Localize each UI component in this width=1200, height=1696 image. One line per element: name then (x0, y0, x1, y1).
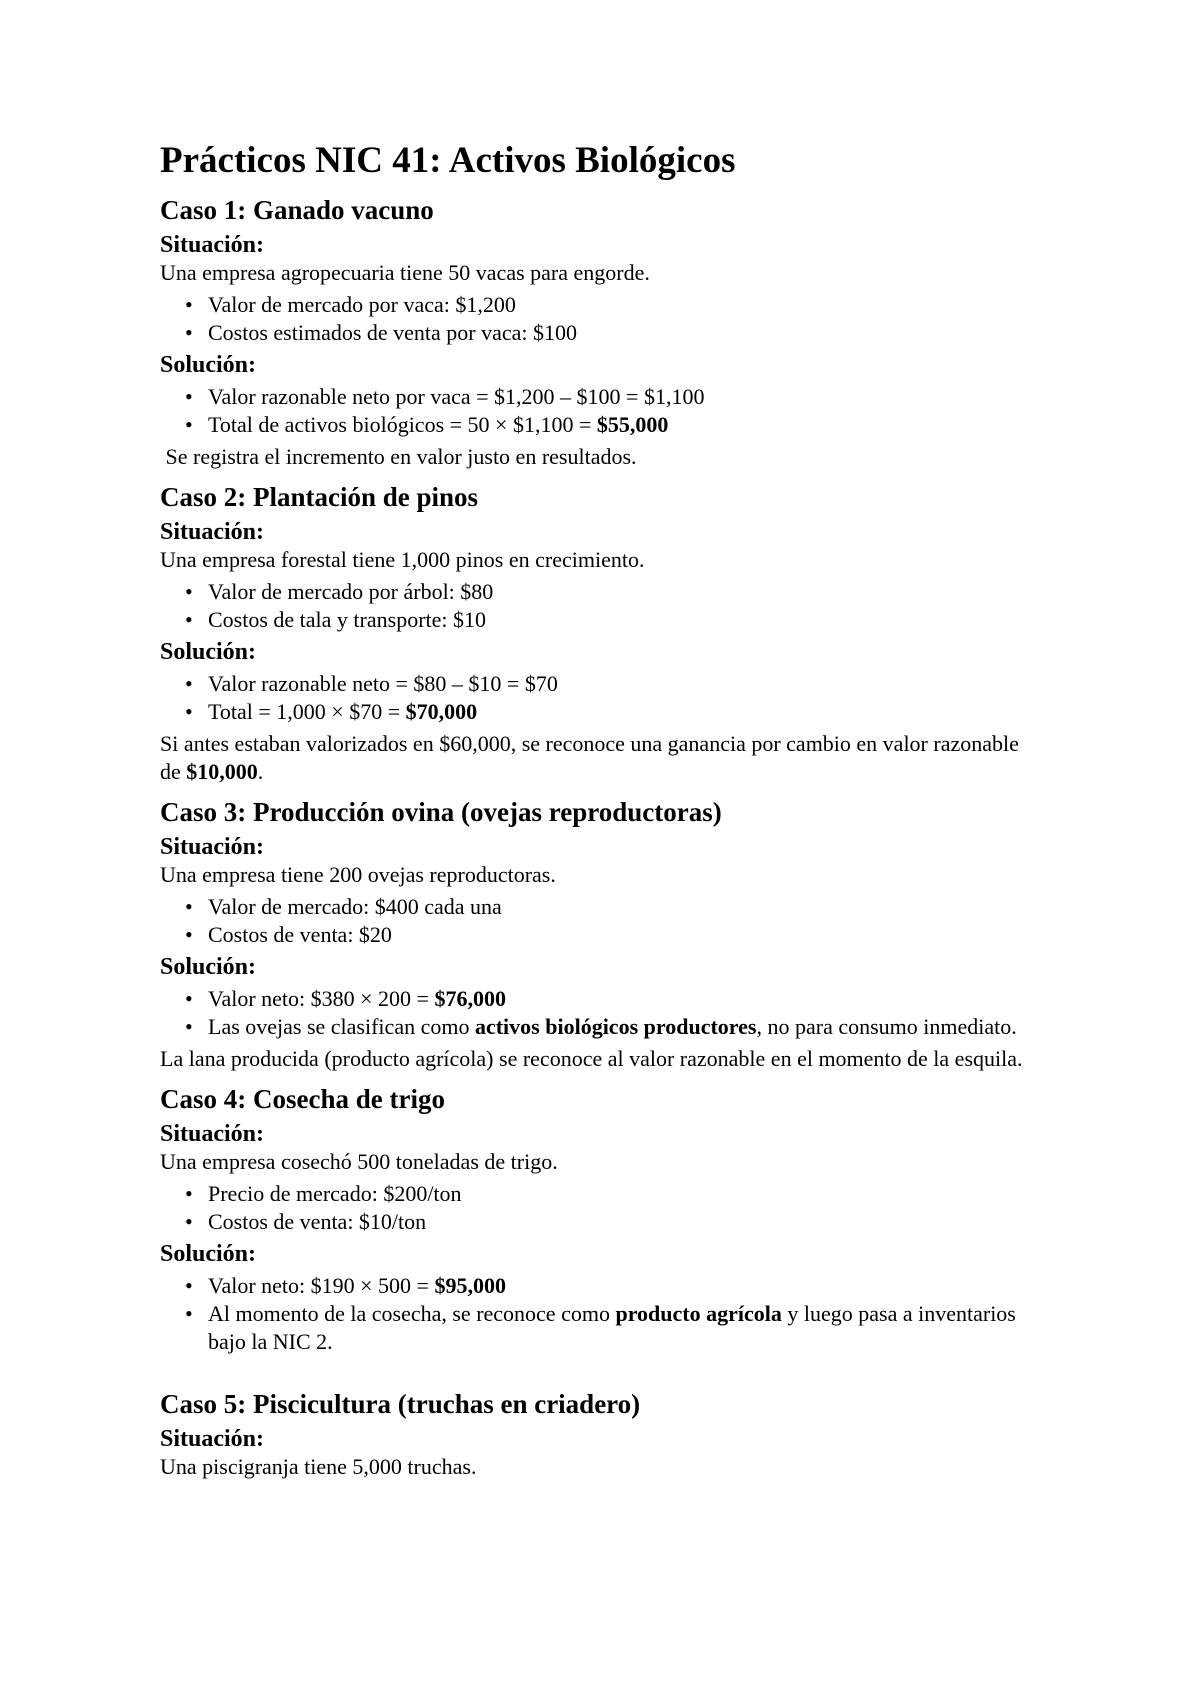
text-run: , no para consumo inmediato. (756, 1014, 1017, 1039)
text-run: Una empresa forestal tiene 1,000 pinos en crecimiento. (160, 547, 645, 572)
section-label (160, 638, 1040, 666)
bullet-item (160, 411, 1040, 439)
paragraph (160, 546, 1040, 574)
bullet-item (160, 383, 1040, 411)
section-label (160, 1240, 1040, 1268)
text-run: Total = 1,000 × $70 = (208, 699, 406, 724)
text-run: Valor de mercado: $400 cada una (208, 894, 502, 919)
bullet-item (160, 670, 1040, 698)
bullet-item (160, 921, 1040, 949)
text-run: Valor neto: $190 × 500 = (208, 1273, 435, 1298)
bullet-item (160, 1272, 1040, 1300)
text-run: Prácticos NIC 41: Activos Biológicos (160, 140, 736, 181)
bold-text-run: producto agrícola (615, 1301, 782, 1326)
section-label (160, 1425, 1040, 1453)
text-run: Situación: (160, 1121, 265, 1147)
text-run: Valor razonable neto por vaca = $1,200 – $100 = $1,100 (208, 384, 705, 409)
text-run: Caso 3: Producción ovina (ovejas reproductoras) (160, 797, 722, 827)
bullet-list (160, 383, 1040, 439)
text-run: Una empresa agropecuaria tiene 50 vacas para engorde. (160, 260, 650, 285)
section-label (160, 231, 1040, 259)
text-run: Costos de tala y transporte: $10 (208, 607, 487, 632)
text-run: Precio de mercado: $200/ton (208, 1181, 462, 1206)
bullet-list (160, 985, 1040, 1041)
text-run: Situación: (160, 834, 265, 860)
text-run: Valor de mercado por árbol: $80 (208, 579, 494, 604)
text-run: Las ovejas se clasifican como (208, 1014, 475, 1039)
case-heading (160, 194, 1040, 227)
paragraph (160, 730, 1040, 786)
text-run: Situación: (160, 519, 265, 545)
section-label (160, 953, 1040, 981)
paragraph (160, 443, 1040, 471)
text-run: Solución: (160, 1241, 257, 1267)
text-run: Solución: (160, 954, 257, 980)
text-run: Caso 2: Plantación de pinos (160, 482, 479, 512)
paragraph (160, 259, 1040, 287)
text-run: Una empresa cosechó 500 toneladas de trigo. (160, 1149, 558, 1174)
section-label (160, 833, 1040, 861)
case-heading (160, 796, 1040, 829)
text-run: Solución: (160, 352, 257, 378)
bullet-item (160, 1013, 1040, 1041)
bold-text-run: activos biológicos productores (474, 1014, 757, 1039)
text-run: Solución: (160, 639, 257, 665)
bullet-item (160, 985, 1040, 1013)
text-run: Costos estimados de venta por vaca: $100 (208, 320, 578, 345)
bullet-item (160, 319, 1040, 347)
text-run: Situación: (160, 1426, 265, 1452)
bullet-list (160, 670, 1040, 726)
paragraph (160, 1045, 1040, 1073)
section-label (160, 518, 1040, 546)
text-run: Costos de venta: $10/ton (208, 1209, 427, 1234)
bold-text-run: $70,000 (405, 699, 478, 724)
text-run: Una piscigranja tiene 5,000 truchas. (160, 1454, 477, 1479)
text-run: Al momento de la cosecha, se reconoce como (208, 1301, 616, 1326)
case-heading (160, 1083, 1040, 1116)
text-run: Si antes estaban valorizados en $60,000, se reconoce una ganancia por cambio en valor razonable de (160, 731, 1025, 784)
text-run: Una empresa tiene 200 ovejas reproductoras. (160, 862, 556, 887)
bullet-item (160, 698, 1040, 726)
text-run: Total de activos biológicos = 50 × $1,100 = (208, 412, 597, 437)
text-run: Se registra el incremento en valor justo en resultados. (160, 444, 637, 469)
bullet-list (160, 578, 1040, 634)
bullet-list (160, 893, 1040, 949)
paragraph (160, 1148, 1040, 1176)
document-content (160, 138, 1040, 1481)
bold-text-run: $76,000 (434, 986, 506, 1011)
text-run: Valor razonable neto = $80 – $10 = $70 (208, 671, 558, 696)
paragraph-spacer (160, 1360, 1040, 1378)
bullet-list (160, 291, 1040, 347)
text-run: La lana producida (producto agrícola) se reconoce al valor razonable en el momento de la esquila. (160, 1046, 1023, 1071)
bullet-list (160, 1272, 1040, 1356)
text-run: Valor neto: $380 × 200 = (208, 986, 435, 1011)
bullet-item (160, 291, 1040, 319)
section-label (160, 1120, 1040, 1148)
bullet-item (160, 893, 1040, 921)
bullet-item (160, 1208, 1040, 1236)
text-run: Caso 5: Piscicultura (truchas en criadero) (160, 1389, 641, 1419)
bold-text-run: $55,000 (596, 412, 669, 437)
paragraph (160, 861, 1040, 889)
bullet-item (160, 578, 1040, 606)
text-run: Caso 1: Ganado vacuno (160, 195, 434, 225)
bullet-item (160, 606, 1040, 634)
section-label (160, 351, 1040, 379)
text-run: Valor de mercado por vaca: $1,200 (208, 292, 516, 317)
text-run: Costos de venta: $20 (208, 922, 392, 947)
case-heading (160, 481, 1040, 514)
bullet-item (160, 1300, 1040, 1356)
bullet-item (160, 1180, 1040, 1208)
paragraph (160, 1453, 1040, 1481)
case-heading (160, 1388, 1040, 1421)
bold-text-run: $10,000 (186, 759, 258, 784)
text-run: Situación: (160, 232, 265, 258)
document-title (160, 138, 1040, 184)
bold-text-run: $95,000 (434, 1273, 506, 1298)
text-run: Caso 4: Cosecha de trigo (160, 1084, 445, 1114)
text-run: . (257, 759, 264, 784)
bullet-list (160, 1180, 1040, 1236)
text-run: y luego pasa a inventarios bajo la NIC 2. (208, 1301, 1016, 1354)
